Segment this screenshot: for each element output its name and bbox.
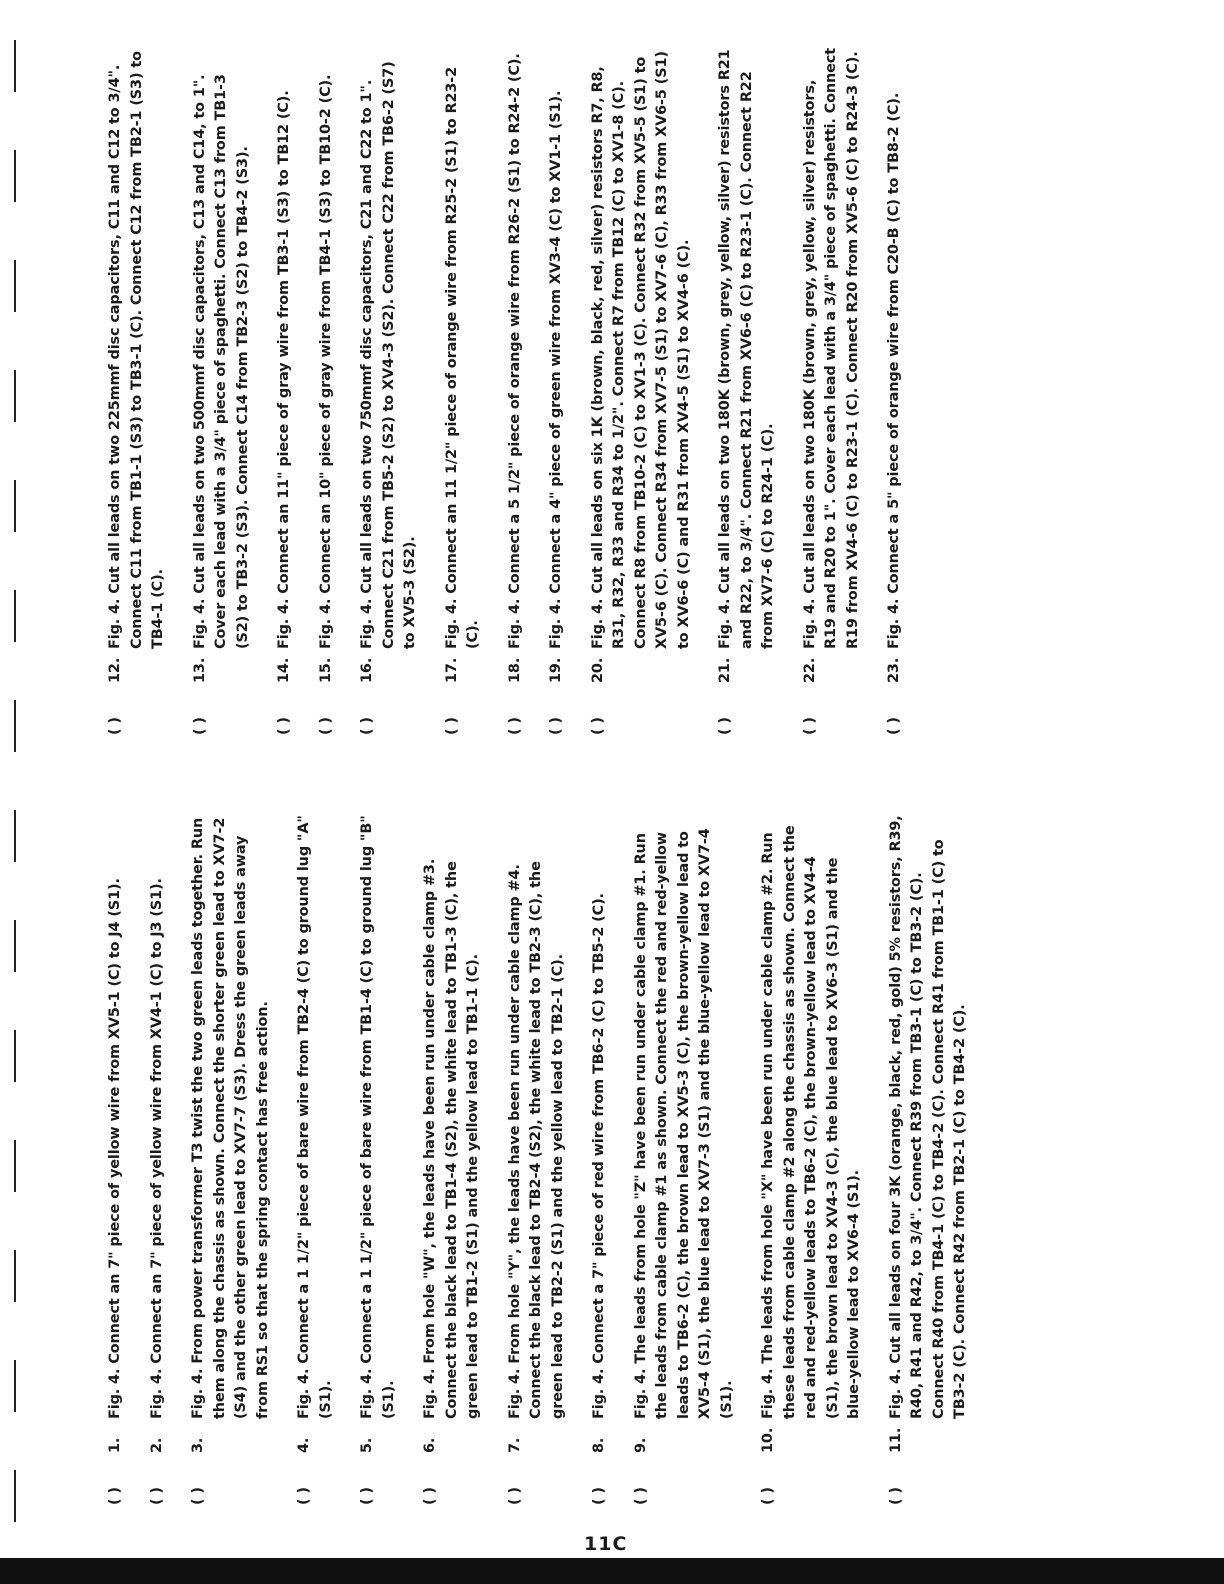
step-number: 21.	[717, 657, 733, 683]
step-number: 23.	[886, 657, 902, 683]
instruction-step	[188, 815, 274, 1505]
instruction-step	[589, 815, 611, 1505]
step-text: Fig. 4. Connect an 11" piece of gray wire from TB3-1 (S3) to TB12 (C).	[276, 90, 292, 649]
instruction-step	[294, 815, 337, 1505]
step-number: 3.	[190, 1437, 206, 1453]
step-checkbox[interactable]: ( )	[760, 1487, 776, 1505]
instruction-step	[884, 45, 906, 735]
step-text: Fig. 4. Connect a 5" piece of orange wire from C20-B (C) to TB8-2 (C).	[886, 92, 902, 649]
binding-mark	[14, 40, 16, 92]
instruction-step	[357, 815, 400, 1505]
step-number: 12.	[107, 657, 123, 683]
instruction-step	[357, 45, 422, 735]
step-text: Fig. 4. Connect an 7" piece of yellow wire from XV5-1 (C) to J4 (S1).	[107, 878, 123, 1419]
binding-mark	[14, 700, 16, 752]
binding-mark	[14, 370, 16, 422]
step-text: Fig. 4. Connect a 4" piece of green wire from XV3-4 (C) to XV1-1 (S1).	[548, 90, 564, 649]
step-checkbox[interactable]: ( )	[443, 717, 460, 735]
step-checkbox[interactable]: ( )	[422, 1487, 438, 1505]
step-checkbox[interactable]: ( )	[632, 1487, 649, 1505]
step-checkbox[interactable]: ( )	[717, 717, 733, 735]
step-number: 20.	[589, 657, 606, 683]
instruction-step	[886, 815, 972, 1505]
instruction-step	[147, 815, 169, 1505]
instruction-step	[316, 45, 338, 735]
step-checkbox[interactable]: ( )	[591, 1487, 607, 1505]
instruction-step	[505, 45, 527, 735]
left-instruction-column	[105, 815, 1155, 1505]
step-checkbox[interactable]: ( )	[107, 717, 123, 735]
binding-mark	[14, 150, 16, 202]
step-text: Fig. 4. From hole "W", the leads have been run under cable clamp #3. Connect the black lead to TB1-4 (S2), the white lead to TB1-3 (C), the green lead to TB1-2 (S1) and the yellow lead to TB1-1 (C).	[422, 858, 481, 1419]
step-checkbox[interactable]: ( )	[886, 717, 902, 735]
step-text: Fig. 4. Cut all leads on two 180K (brown, grey, yellow, silver) resistors R21 and R22, to 3/4". Connect R21 from XV6-6 (C) to R23-1 (C). Connect R22 from XV7-6 (C) to R24-1 (C).	[717, 49, 776, 649]
step-checkbox[interactable]: ( )	[148, 1487, 165, 1505]
step-number: 10.	[760, 1427, 776, 1453]
instruction-columns	[105, 45, 1155, 1505]
instruction-step	[420, 815, 485, 1505]
step-checkbox[interactable]: ( )	[801, 717, 818, 735]
instruction-step	[442, 45, 485, 735]
rotated-instruction-page	[105, 45, 1155, 1505]
step-number: 14.	[276, 657, 292, 683]
instruction-step	[588, 45, 696, 735]
step-checkbox[interactable]: ( )	[107, 1487, 123, 1505]
step-text: Fig. 4. From hole "Y", the leads have been run under cable clamp #4. Connect the black lead to TB2-4 (S2), the white lead to TB2-3 (C), the green lead to TB2-2 (S1) and the yellow lead to TB2-1 (C).	[506, 861, 566, 1419]
step-checkbox[interactable]: ( )	[506, 717, 523, 735]
step-checkbox[interactable]: ( )	[296, 1487, 312, 1505]
binding-mark	[14, 260, 16, 312]
binding-marks	[0, 0, 30, 1584]
instruction-step	[105, 45, 170, 735]
step-checkbox[interactable]: ( )	[589, 717, 606, 735]
step-number: 9.	[632, 1437, 649, 1453]
instruction-step	[274, 45, 296, 735]
step-text: Fig. 4. Cut all leads on two 225mmf disc capacitors, C11 and C12 to 3/4". Connect C11 from TB1-1 (S3) to TB3-1 (C). Connect C12 from TB2-1 (S3) to TB4-1 (C).	[107, 51, 166, 649]
step-checkbox[interactable]: ( )	[190, 1487, 206, 1505]
step-text: Fig. 4. Connect an 10" piece of gray wire from TB4-1 (S3) to TB10-2 (C).	[317, 74, 334, 649]
step-text: Fig. 4. Connect a 5 1/2" piece of orange wire from R26-2 (S1) to R24-2 (C).	[506, 53, 523, 649]
step-checkbox[interactable]: ( )	[506, 1487, 523, 1505]
binding-mark	[14, 1360, 16, 1412]
step-checkbox[interactable]: ( )	[548, 717, 564, 735]
step-number: 11.	[887, 1427, 904, 1453]
step-checkbox[interactable]: ( )	[887, 1487, 904, 1505]
bottom-rule	[0, 1558, 1224, 1584]
step-text: Fig. 4. Connect a 7" piece of red wire from TB6-2 (C) to TB5-2 (C).	[591, 893, 607, 1419]
step-number: 13.	[191, 657, 208, 683]
step-text: Fig. 4. Connect an 7" piece of yellow wire from XV4-1 (C) to J3 (S1).	[148, 878, 165, 1419]
step-text: Fig. 4. Cut all leads on two 750mmf disc capacitors, C21 and C22 to 1". Connect C21 from TB5-2 (S2) to XV4-3 (S2). Connect C22 from TB6-2 (S7) to XV5-3 (S2).	[359, 61, 418, 649]
instruction-step	[800, 45, 865, 735]
step-number: 4.	[296, 1437, 312, 1453]
right-instruction-column	[105, 45, 1155, 735]
step-number: 16.	[359, 657, 375, 683]
binding-mark	[14, 590, 16, 642]
instruction-step	[546, 45, 568, 735]
instruction-step	[715, 45, 780, 735]
step-number: 15.	[317, 657, 334, 683]
step-number: 19.	[548, 657, 564, 683]
step-text: Fig. 4. Connect a 1 1/2" piece of bare wire from TB1-4 (C) to ground lug "B" (S1).	[359, 815, 397, 1419]
step-text: Fig. 4. Cut all leads on two 180K (brown, grey, yellow, silver) resistors, R19 and R20 to 1". Cover each lead with a 3/4" piece of spaghetti. Connect R19 from XV4-6 (C) to R23-1 (C). Connect R20 from XV5-6 (C) to R24-3 (C).	[801, 47, 861, 649]
instruction-step	[105, 815, 127, 1505]
binding-mark	[14, 1140, 16, 1192]
step-number: 1.	[107, 1437, 123, 1453]
instruction-step	[631, 815, 739, 1505]
step-checkbox[interactable]: ( )	[191, 717, 208, 735]
step-checkbox[interactable]: ( )	[317, 717, 334, 735]
binding-mark	[14, 1030, 16, 1082]
binding-mark	[14, 920, 16, 972]
instruction-step	[505, 815, 570, 1505]
binding-mark	[14, 480, 16, 532]
binding-mark	[14, 810, 16, 862]
step-checkbox[interactable]: ( )	[276, 717, 292, 735]
step-text: Fig. 4. Cut all leads on four 3K (orange, black, red, gold) 5% resistors, R39, R40, R41 and R42, to 3/4". Connect R39 from TB3-1 (C) to TB3-2 (C). Connect R40 from TB4-1 (C) to TB4-2 (C). Connect R41 from TB1-1 (C) to TB3-2 (C). Connect R42 from TB2-1 (C) to TB4-2 (C).	[887, 815, 968, 1419]
step-checkbox[interactable]: ( )	[359, 1487, 375, 1505]
step-number: 22.	[801, 657, 818, 683]
step-number: 5.	[359, 1437, 375, 1453]
binding-mark	[14, 1250, 16, 1302]
step-text: Fig. 4. Cut all leads on six 1K (brown, black, red, silver) resistors R7, R8, R31, R32, R33 and R34 to 1/2". Connect R7 from TB12 (C) to XV1-8 (C). Connect R8 from TB10-2 (C) to XV1-3 (C). Connect R32 from XV5-5 (S1) to XV5-6 (C). Connect R34 from XV7-5 (S1) to XV7-6 (C), R33 from XV6-5 (S1) to XV6-6 (C) and R31 from XV4-5 (S1) to XV4-6 (C).	[589, 51, 692, 649]
step-number: 7.	[506, 1437, 523, 1453]
step-number: 17.	[443, 657, 460, 683]
instruction-step	[190, 45, 255, 735]
step-number: 18.	[506, 657, 523, 683]
step-text: Fig. 4. Connect a 1 1/2" piece of bare wire from TB2-4 (C) to ground lug "A" (S1).	[296, 815, 334, 1419]
step-number: 6.	[422, 1437, 438, 1453]
step-number: 8.	[591, 1437, 607, 1453]
step-text: Fig. 4. The leads from hole "Z" have been run under cable clamp #1. Run the leads from cable clamp #1 as shown. Connect the red and red-yellow leads to TB6-2 (C), the brown lead to XV5-3 (C), the brown-yellow lead to XV5-4 (S1), the blue lead to XV7-3 (S1) and the blue-yellow lead to XV7-4 (S1).	[632, 828, 735, 1419]
instruction-step	[758, 815, 866, 1505]
step-text: Fig. 4. Connect an 11 1/2" piece of orange wire from R25-2 (S1) to R23-2 (C).	[443, 66, 481, 649]
step-text: Fig. 4. Cut all leads on two 500mmf disc capacitors, C13 and C14, to 1". Cover each lead with a 3/4" piece of spaghetti. Connect C13 from TB1-3 (S2) to TB3-2 (S3). Connect C14 from TB2-3 (S2) to TB4-2 (S3).	[191, 74, 251, 649]
step-number: 2.	[148, 1437, 165, 1453]
page-number: 11C	[584, 1533, 628, 1555]
step-text: Fig. 4. The leads from hole "X" have been run under cable clamp #2. Run these leads from cable clamp #2 along the chassis as shown. Connect the red and red-yellow leads to TB6-2 (C), the brown-yellow lead to XV4-4 (S1), the brown lead to XV4-3 (C), the blue lead to XV6-3 (S1) and the blue-yellow lead to XV6-4 (S1).	[760, 825, 862, 1419]
step-checkbox[interactable]: ( )	[359, 717, 375, 735]
binding-mark	[14, 1470, 16, 1522]
step-text: Fig. 4. From power transformer T3 twist the two green leads together. Run them along the chassis as shown. Connect the shorter green lead to XV7-2 (S4) and the other green lead to XV7-7 (S3). Dress the green leads away from RS1 so that the spring contact has free action.	[190, 817, 271, 1419]
